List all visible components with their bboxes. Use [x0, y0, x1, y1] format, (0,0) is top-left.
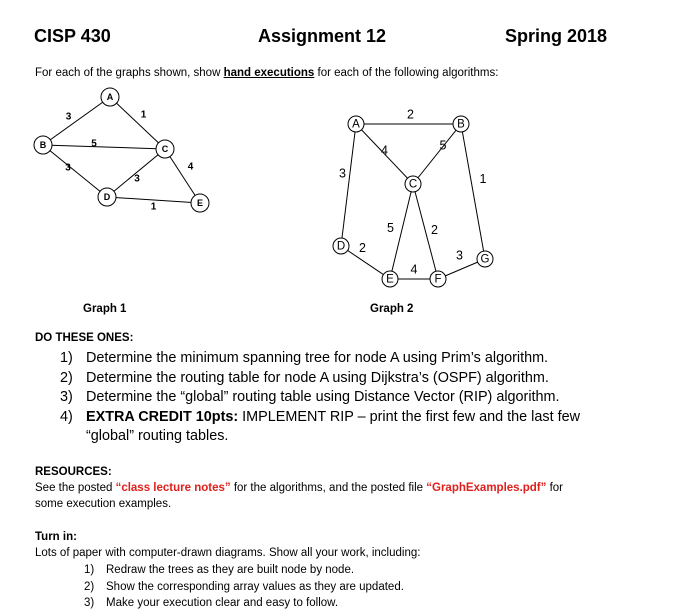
turnin-item: 3) Make your execution clear and easy to follow. — [84, 597, 339, 609]
g2-weight-DE: 2 — [359, 240, 366, 255]
g2-edge-AD — [341, 124, 356, 246]
g2-node-label-G: G — [480, 253, 490, 266]
g2-node-label-D: D — [336, 240, 346, 253]
g2-weight-FG: 3 — [456, 248, 463, 263]
g1-node-label-D: D — [103, 191, 111, 202]
intro-emphasis: hand executions — [223, 67, 315, 79]
g1-edge-BC — [43, 145, 165, 149]
g2-weight-BG: 1 — [479, 171, 487, 186]
course-title: CISP 430 — [34, 26, 111, 46]
g1-weight-BD: 3 — [65, 162, 71, 174]
resources-line: See the posted “class lecture notes” for the algorithms, and the posted file “GraphExamples.pdf” for — [35, 482, 564, 494]
g2-edge-BC — [413, 124, 461, 184]
task-item: 4) EXTRA CREDIT 10pts: IMPLEMENT RIP – print the first few and the last few “global” routing tables. — [60, 408, 580, 444]
g1-edge-BD — [43, 145, 107, 197]
turnin-item: 2) Show the corresponding array values as they are updated. — [84, 580, 404, 593]
resources-heading: RESOURCES: — [35, 466, 112, 478]
g2-node-label-A: A — [352, 118, 360, 131]
g1-weight-AC: 1 — [140, 109, 147, 121]
g1-weight-BC: 5 — [91, 138, 97, 150]
task-item: 2) Determine the routing table for node A using Dijkstra’s (OSPF) algorithm. — [60, 369, 549, 386]
g2-edge-BG — [461, 124, 485, 259]
g2-weight-CF: 2 — [431, 222, 438, 237]
intro-suffix: for each of the following algorithms: — [314, 67, 499, 79]
g2-node-label-C: C — [408, 178, 418, 191]
intro-prefix: For each of the graphs shown, show — [35, 67, 224, 79]
turnin-item: 1) Redraw the trees as they are built node by node. — [84, 564, 355, 576]
g2-weight-BC: 5 — [439, 138, 447, 153]
turnin-list — [84, 562, 404, 612]
task-item: 1) Determine the minimum spanning tree for node A using Prim’s algorithm. — [60, 350, 549, 366]
g1-node-label-C: C — [161, 143, 169, 154]
assignment-title: Assignment 12 — [258, 26, 387, 46]
turnin-heading: Turn in: — [35, 531, 77, 543]
g2-weight-CE: 5 — [387, 220, 394, 235]
graph2 — [333, 107, 493, 287]
g1-node-label-B: B — [39, 139, 47, 150]
graph1 — [34, 88, 209, 213]
task-item: 3) Determine the “global” routing table using Distance Vector (RIP) algorithm. — [60, 389, 560, 405]
g1-node-label-A: A — [106, 91, 114, 102]
g2-weight-AB: 2 — [407, 107, 414, 122]
g1-weight-DC: 3 — [134, 173, 140, 185]
graph2-caption: Graph 2 — [370, 303, 414, 315]
g1-edge-AC — [110, 97, 165, 149]
term-title: Spring 2018 — [505, 26, 608, 46]
g2-node-label-F: F — [434, 273, 442, 286]
resources-line-2: some execution examples. — [35, 498, 172, 510]
g1-node-label-E: E — [196, 197, 204, 208]
graph1-caption: Graph 1 — [83, 303, 127, 315]
g1-edge-CE — [165, 149, 200, 203]
lecture-notes-ref: “class lecture notes” — [115, 482, 231, 494]
g2-node-label-E: E — [386, 273, 394, 286]
g1-weight-CE: 4 — [187, 161, 194, 173]
graph-examples-ref: “GraphExamples.pdf” — [426, 482, 547, 494]
g1-edge-AB — [43, 97, 110, 145]
g2-weight-EF: 4 — [410, 262, 418, 277]
g2-weight-AD: 3 — [339, 166, 346, 181]
g2-weight-AC: 4 — [381, 143, 388, 158]
g1-weight-AB: 3 — [65, 111, 72, 123]
tasks-list — [60, 349, 600, 447]
g1-weight-DE: 1 — [150, 201, 157, 213]
turnin-intro: Lots of paper with computer-drawn diagrams. Show all your work, including: — [35, 547, 421, 559]
g2-node-label-B: B — [457, 118, 465, 131]
tasks-heading: DO THESE ONES: — [35, 332, 134, 344]
